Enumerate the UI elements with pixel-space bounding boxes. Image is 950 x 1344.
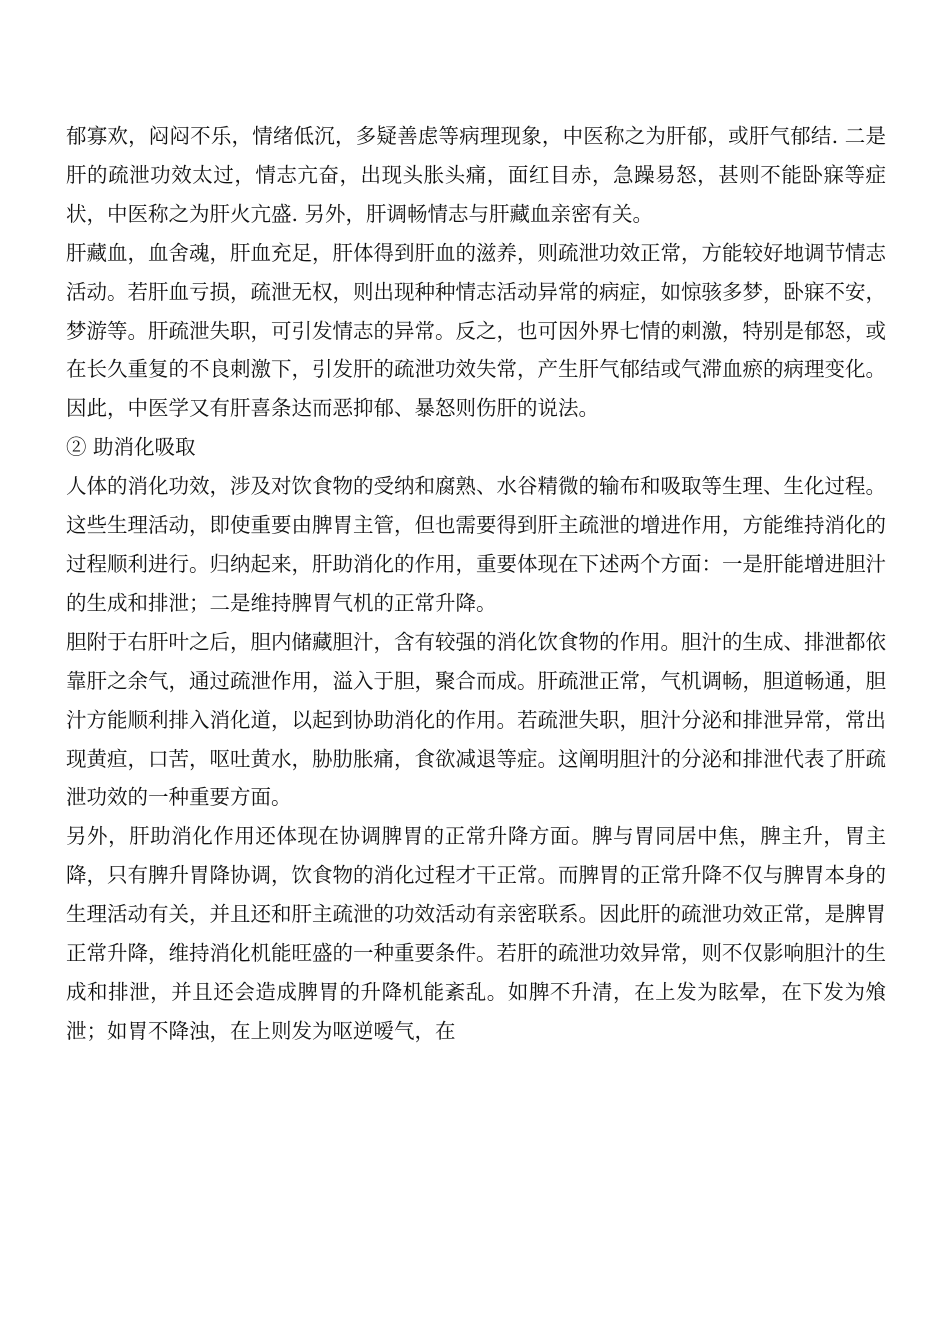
paragraph-liver-stagnation: 郁寡欢，闷闷不乐，情绪低沉，多疑善虑等病理现象，中医称之为肝郁，或肝气郁结. 二是肝的疏泄功效太过，情志亢奋，出现头胀头痛，面红目赤，急躁易怒，甚则不能卧寐等症状，中医称之为肝火亢盛. 另外，肝调畅情志与肝藏血亲密有关。 [66,124,886,226]
paragraph-liver-blood: 肝藏血，血舍魂，肝血充足，肝体得到肝血的滋养，则疏泄功效正常，方能较好地调节情志活动。若肝血亏损，疏泄无权，则出现种种情志活动异常的病症，如惊骇多梦，卧寐不安，梦游等。肝疏泄失职，可引发情志的异常。反之，也可因外界七情的刺激，特别是郁怒，或在长久重复的不良刺激下，引发肝的疏泄功效失常，产生肝气郁结或气滞血瘀的病理变化。因此，中医学又有肝喜条达而恶抑郁、暴怒则伤肝的说法。 [66,240,886,421]
paragraph-bile: 胆附于右肝叶之后，胆内储藏胆汁，含有较强的消化饮食物的作用。胆汁的生成、排泄都依靠肝之余气，通过疏泄作用，溢入于胆，聚合而成。肝疏泄正常，气机调畅，胆道畅通，胆汁方能顺利排入消化道，以起到协助消化的作用。若疏泄失职，胆汁分泌和排泄异常，常出现黄疸，口苦，呕吐黄水，胁肋胀痛，食欲减退等症。这阐明胆汁的分泌和排泄代表了肝疏泄功效的一种重要方面。 [66,629,886,810]
paragraph-spleen-stomach: 另外，肝助消化作用还体现在协调脾胃的正常升降方面。脾与胃同居中焦，脾主升，胃主降，只有脾升胃降协调，饮食物的消化过程才干正常。而脾胃的正常升降不仅与脾胃本身的生理活动有关，并且还和肝主疏泄的功效活动有亲密联系。因此肝的疏泄功效正常，是脾胃正常升降，维持消化机能旺盛的一种重要条件。若肝的疏泄功效异常，则不仅影响胆汁的生成和排泄，并且还会造成脾胃的升降机能紊乱。如脾不升清，在上发为眩晕，在下发为飧泄；如胃不降浊，在上则发为呕逆嗳气，在 [66,824,886,1043]
document-body [66,117,886,1051]
section-heading-digestion: ② 助消化吸取 [66,435,196,460]
paragraph-digestion-overview: 人体的消化功效，涉及对饮食物的受纳和腐熟、水谷精微的输布和吸取等生理、生化过程。这些生理活动，即使重要由脾胃主管，但也需要得到肝主疏泄的增进作用，方能维持消化的过程顺利进行。归纳起来，肝助消化的作用，重要体现在下述两个方面：一是肝能增进胆汁的生成和排泄；二是维持脾胃气机的正常升降。 [66,474,886,615]
